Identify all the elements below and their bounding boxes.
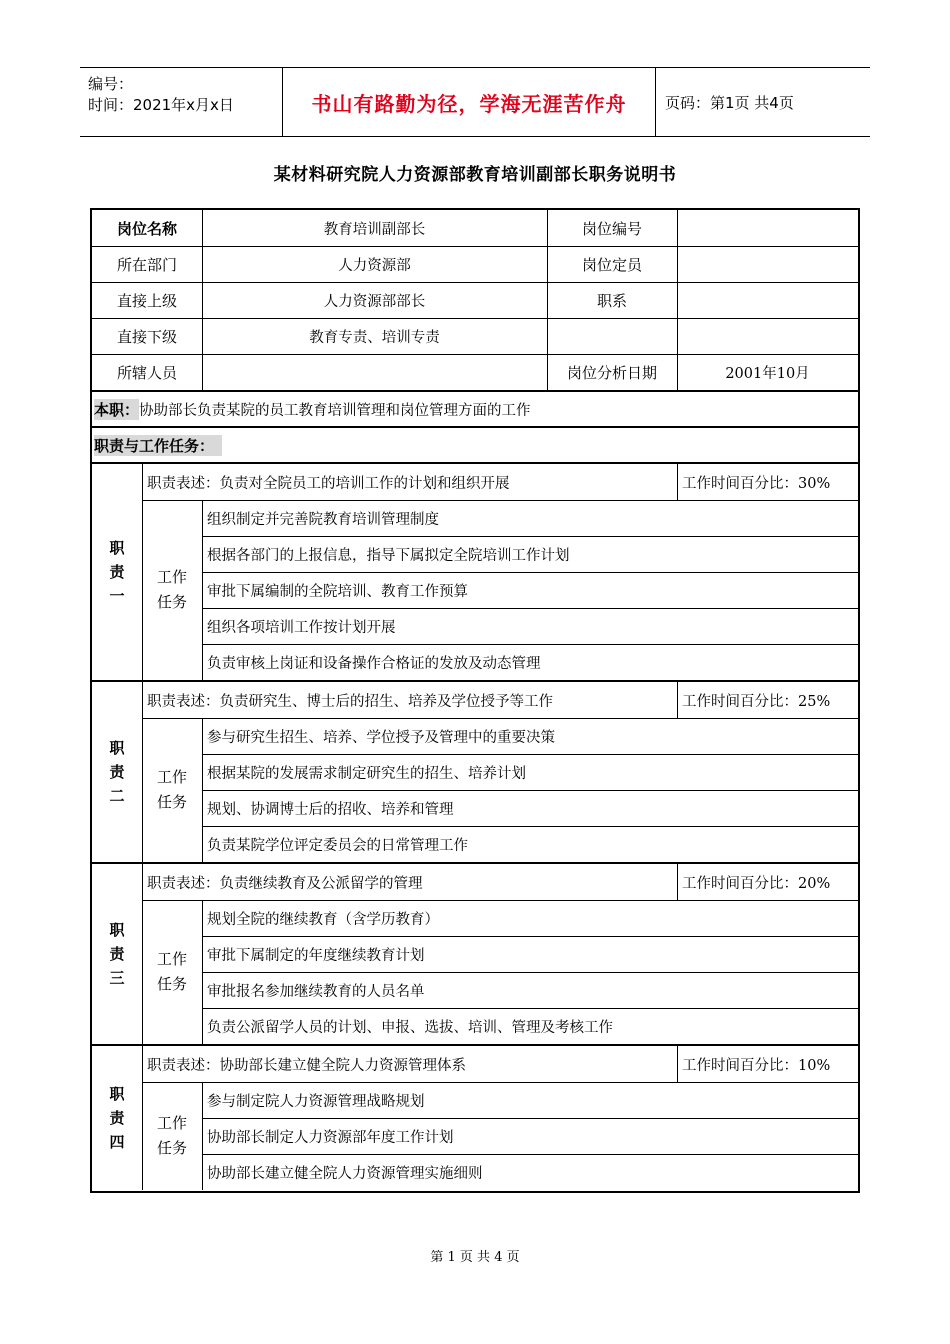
duties-header: 职责与工作任务： bbox=[94, 435, 222, 456]
task-item: 协助部长建立健全院人力资源管理实施细则 bbox=[207, 1165, 483, 1182]
label-managed-staff: 所辖人员 bbox=[116, 363, 177, 382]
duty-summary-text: 协助部长负责某院的员工教育培训管理和岗位管理方面的工作 bbox=[139, 402, 531, 419]
job-description-table bbox=[90, 208, 860, 1193]
duty-time-percent: 工作时间百分比：30% bbox=[682, 475, 831, 492]
label-superior: 直接上级 bbox=[116, 291, 177, 310]
label-analysis-date: 岗位分析日期 bbox=[566, 363, 657, 382]
label-position-quota: 岗位定员 bbox=[581, 255, 642, 274]
value-position-code bbox=[677, 210, 858, 246]
duty-description: 职责表述：负责研究生、博士后的招生、培养及学位授予等工作 bbox=[147, 693, 553, 710]
task-label: 工作 任务 bbox=[156, 1114, 187, 1157]
task-item: 组织各项培训工作按计划开展 bbox=[207, 619, 396, 636]
task-item: 审批下属制定的年度继续教育计划 bbox=[207, 947, 425, 964]
task-label: 工作 任务 bbox=[156, 768, 187, 811]
duty-summary-row bbox=[92, 392, 858, 426]
duty-time-percent: 工作时间百分比：20% bbox=[682, 875, 831, 892]
duties-header-row bbox=[92, 428, 858, 462]
page-header bbox=[80, 67, 870, 137]
duty-description: 职责表述：负责对全院员工的培训工作的计划和组织开展 bbox=[147, 475, 510, 492]
task-item: 负责公派留学人员的计划、申报、选拔、培训、管理及考核工作 bbox=[207, 1019, 613, 1036]
label-position-code: 岗位编号 bbox=[581, 219, 642, 238]
task-item: 根据各部门的上报信息，指导下属拟定全院培训工作计划 bbox=[207, 547, 570, 564]
duty-summary-label: 本职： bbox=[94, 400, 140, 419]
duty-description: 职责表述：协助部长建立健全院人力资源管理体系 bbox=[147, 1057, 466, 1074]
value-managed-staff bbox=[202, 354, 547, 390]
duty-label: 职 责 四 bbox=[109, 1085, 125, 1151]
value-superior: 人力资源部部长 bbox=[323, 293, 426, 310]
label-subordinate: 直接下级 bbox=[116, 327, 177, 346]
duty-description: 职责表述：负责继续教育及公派留学的管理 bbox=[147, 875, 423, 892]
header-meta bbox=[80, 68, 282, 136]
value-subordinate: 教育专责、培训专责 bbox=[309, 329, 440, 346]
page-footer: 第 1 页 共 4 页 bbox=[430, 1250, 520, 1265]
label-department: 所在部门 bbox=[116, 255, 177, 274]
duty-label: 职 责 三 bbox=[109, 921, 125, 987]
value-analysis-date: 2001年10月 bbox=[725, 365, 810, 382]
task-item: 协助部长制定人力资源部年度工作计划 bbox=[207, 1129, 454, 1146]
duty-time-percent: 工作时间百分比：25% bbox=[682, 693, 831, 710]
task-item: 规划、协调博士后的招收、培养和管理 bbox=[207, 801, 454, 818]
task-item: 负责某院学位评定委员会的日常管理工作 bbox=[207, 837, 468, 854]
task-item: 根据某院的发展需求制定研究生的招生、培养计划 bbox=[207, 765, 526, 782]
value-job-series bbox=[677, 282, 858, 318]
duty-time-percent: 工作时间百分比：10% bbox=[682, 1057, 831, 1074]
value-position-quota bbox=[677, 246, 858, 282]
value-position-name: 教育培训副部长 bbox=[323, 221, 426, 238]
duty-label: 职 责 二 bbox=[109, 739, 125, 805]
task-item: 负责审核上岗证和设备操作合格证的发放及动态管理 bbox=[207, 655, 541, 672]
task-item: 参与研究生招生、培养、学位授予及管理中的重要决策 bbox=[207, 729, 555, 746]
task-item: 参与制定院人力资源管理战略规划 bbox=[207, 1093, 425, 1110]
doc-number-label: 编号： bbox=[88, 75, 134, 93]
task-label: 工作 任务 bbox=[156, 950, 187, 993]
task-item: 审批下属编制的全院培训、教育工作预算 bbox=[207, 583, 468, 600]
document-title: 某材料研究院人力资源部教育培训副部长职务说明书 bbox=[273, 165, 677, 185]
value-department: 人力资源部 bbox=[338, 257, 411, 274]
label-job-series: 职系 bbox=[596, 291, 627, 310]
label-position-name: 岗位名称 bbox=[116, 219, 177, 238]
task-item: 审批报名参加继续教育的人员名单 bbox=[207, 983, 425, 1000]
task-item: 规划全院的继续教育（含学历教育） bbox=[207, 911, 439, 928]
task-label: 工作 任务 bbox=[156, 568, 187, 611]
header-motto: 书山有路勤为径，学海无涯苦作舟 bbox=[282, 68, 656, 136]
task-item: 组织制定并完善院教育培训管理制度 bbox=[207, 511, 439, 528]
duty-label: 职 责 一 bbox=[109, 539, 125, 605]
header-page-info: 页码：第1页 共4页 bbox=[665, 93, 794, 112]
doc-date: 时间：2021年x月x日 bbox=[88, 96, 234, 114]
